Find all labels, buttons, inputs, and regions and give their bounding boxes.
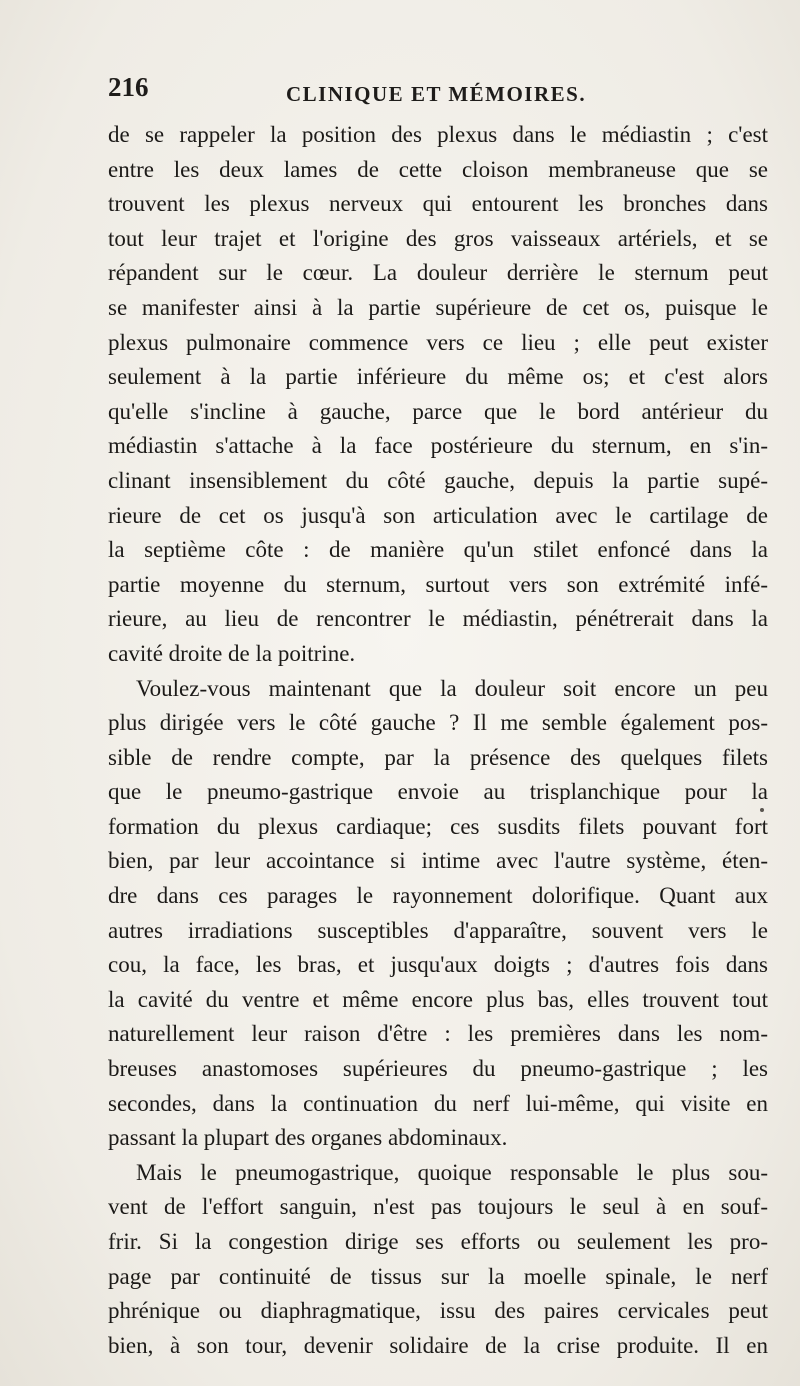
text-line: sible de rendre compte, par la présence des quelques filets bbox=[108, 744, 768, 770]
text-line: partie moyenne du sternum, surtout vers son extrémité infé- bbox=[108, 571, 768, 597]
text-line: trouvent les plexus nerveux qui entourent les bronches dans bbox=[108, 191, 768, 217]
text-line: page par continuité de tissus sur la moelle spinale, le nerf bbox=[108, 1263, 768, 1289]
text-line: clinant insensiblement du côté gauche, depuis la partie supé- bbox=[108, 467, 768, 493]
text-line: se manifester ainsi à la partie supérieure de cet os, puisque le bbox=[108, 294, 768, 320]
text-line: médiastin s'attache à la face postérieure du sternum, en s'in- bbox=[108, 433, 768, 459]
page-number: 216 bbox=[108, 72, 149, 102]
text-line: de se rappeler la position des plexus dans le médiastin ; c'est bbox=[108, 122, 768, 147]
text-line: dre dans ces parages le rayonnement dolorifique. Quant aux bbox=[108, 883, 768, 909]
text-line: naturellement leur raison d'être : les premières dans les nom- bbox=[108, 1021, 768, 1047]
text-line: breuses anastomoses supérieures du pneumo-gastrique ; les bbox=[108, 1056, 768, 1082]
text-line: bien, par leur accointance si intime avec l'autre système, éten- bbox=[108, 848, 768, 874]
text-line: secondes, dans la continuation du nerf lui-même, qui visite en bbox=[108, 1090, 768, 1116]
text-line: Mais le pneumogastrique, quoique responsable le plus sou- bbox=[136, 1159, 768, 1185]
text-line: vent de l'effort sanguin, n'est pas toujours le seul à en souf- bbox=[108, 1194, 768, 1220]
text-line: seulement à la partie inférieure du même os; et c'est alors bbox=[108, 364, 768, 390]
text-line: plexus pulmonaire commence vers ce lieu ; elle peut exister bbox=[108, 329, 768, 355]
text-line: cavité droite de la poitrine. bbox=[108, 640, 356, 666]
text-line: répandent sur le cœur. La douleur derrière le sternum peut bbox=[108, 260, 768, 286]
text-line: la septième côte : de manière qu'un stilet enfoncé dans la bbox=[108, 537, 768, 563]
text-line: bien, à son tour, devenir solidaire de la crise produite. Il en bbox=[108, 1332, 768, 1358]
text-line: rieure, au lieu de rencontrer le médiastin, pénétrerait dans la bbox=[108, 606, 768, 632]
text-line: entre les deux lames de cette cloison membraneuse que se bbox=[108, 156, 768, 182]
text-line: formation du plexus cardiaque; ces susdits filets pouvant fort bbox=[108, 813, 768, 839]
page-header bbox=[108, 72, 772, 112]
text-line: tout leur trajet et l'origine des gros vaisseaux artériels, et se bbox=[108, 225, 768, 251]
text-line: qu'elle s'incline à gauche, parce que le bord antérieur du bbox=[108, 398, 768, 424]
text-line: rieure de cet os jusqu'à son articulation avec le cartilage de bbox=[108, 502, 768, 528]
text-line: la cavité du ventre et même encore plus bas, elles trouvent tout bbox=[108, 986, 768, 1012]
body-text bbox=[108, 118, 768, 1363]
text-line: que le pneumo-gastrique envoie au trisplanchique pour la bbox=[108, 779, 768, 805]
print-speck bbox=[760, 808, 764, 812]
text-line: Voulez-vous maintenant que la douleur soit encore un peu bbox=[136, 675, 768, 701]
text-line: frir. Si la congestion dirige ses efforts ou seulement les pro- bbox=[108, 1229, 768, 1254]
text-line: autres irradiations susceptibles d'apparaître, souvent vers le bbox=[108, 917, 768, 943]
text-line: phrénique ou diaphragmatique, issu des paires cervicales peut bbox=[108, 1298, 768, 1324]
text-line: cou, la face, les bras, et jusqu'aux doigts ; d'autres fois dans bbox=[108, 952, 768, 978]
running-title: CLINIQUE ET MÉMOIRES. bbox=[286, 82, 587, 106]
text-line: passant la plupart des organes abdominaux. bbox=[108, 1125, 508, 1151]
text-line: plus dirigée vers le côté gauche ? Il me semble également pos- bbox=[108, 710, 768, 736]
